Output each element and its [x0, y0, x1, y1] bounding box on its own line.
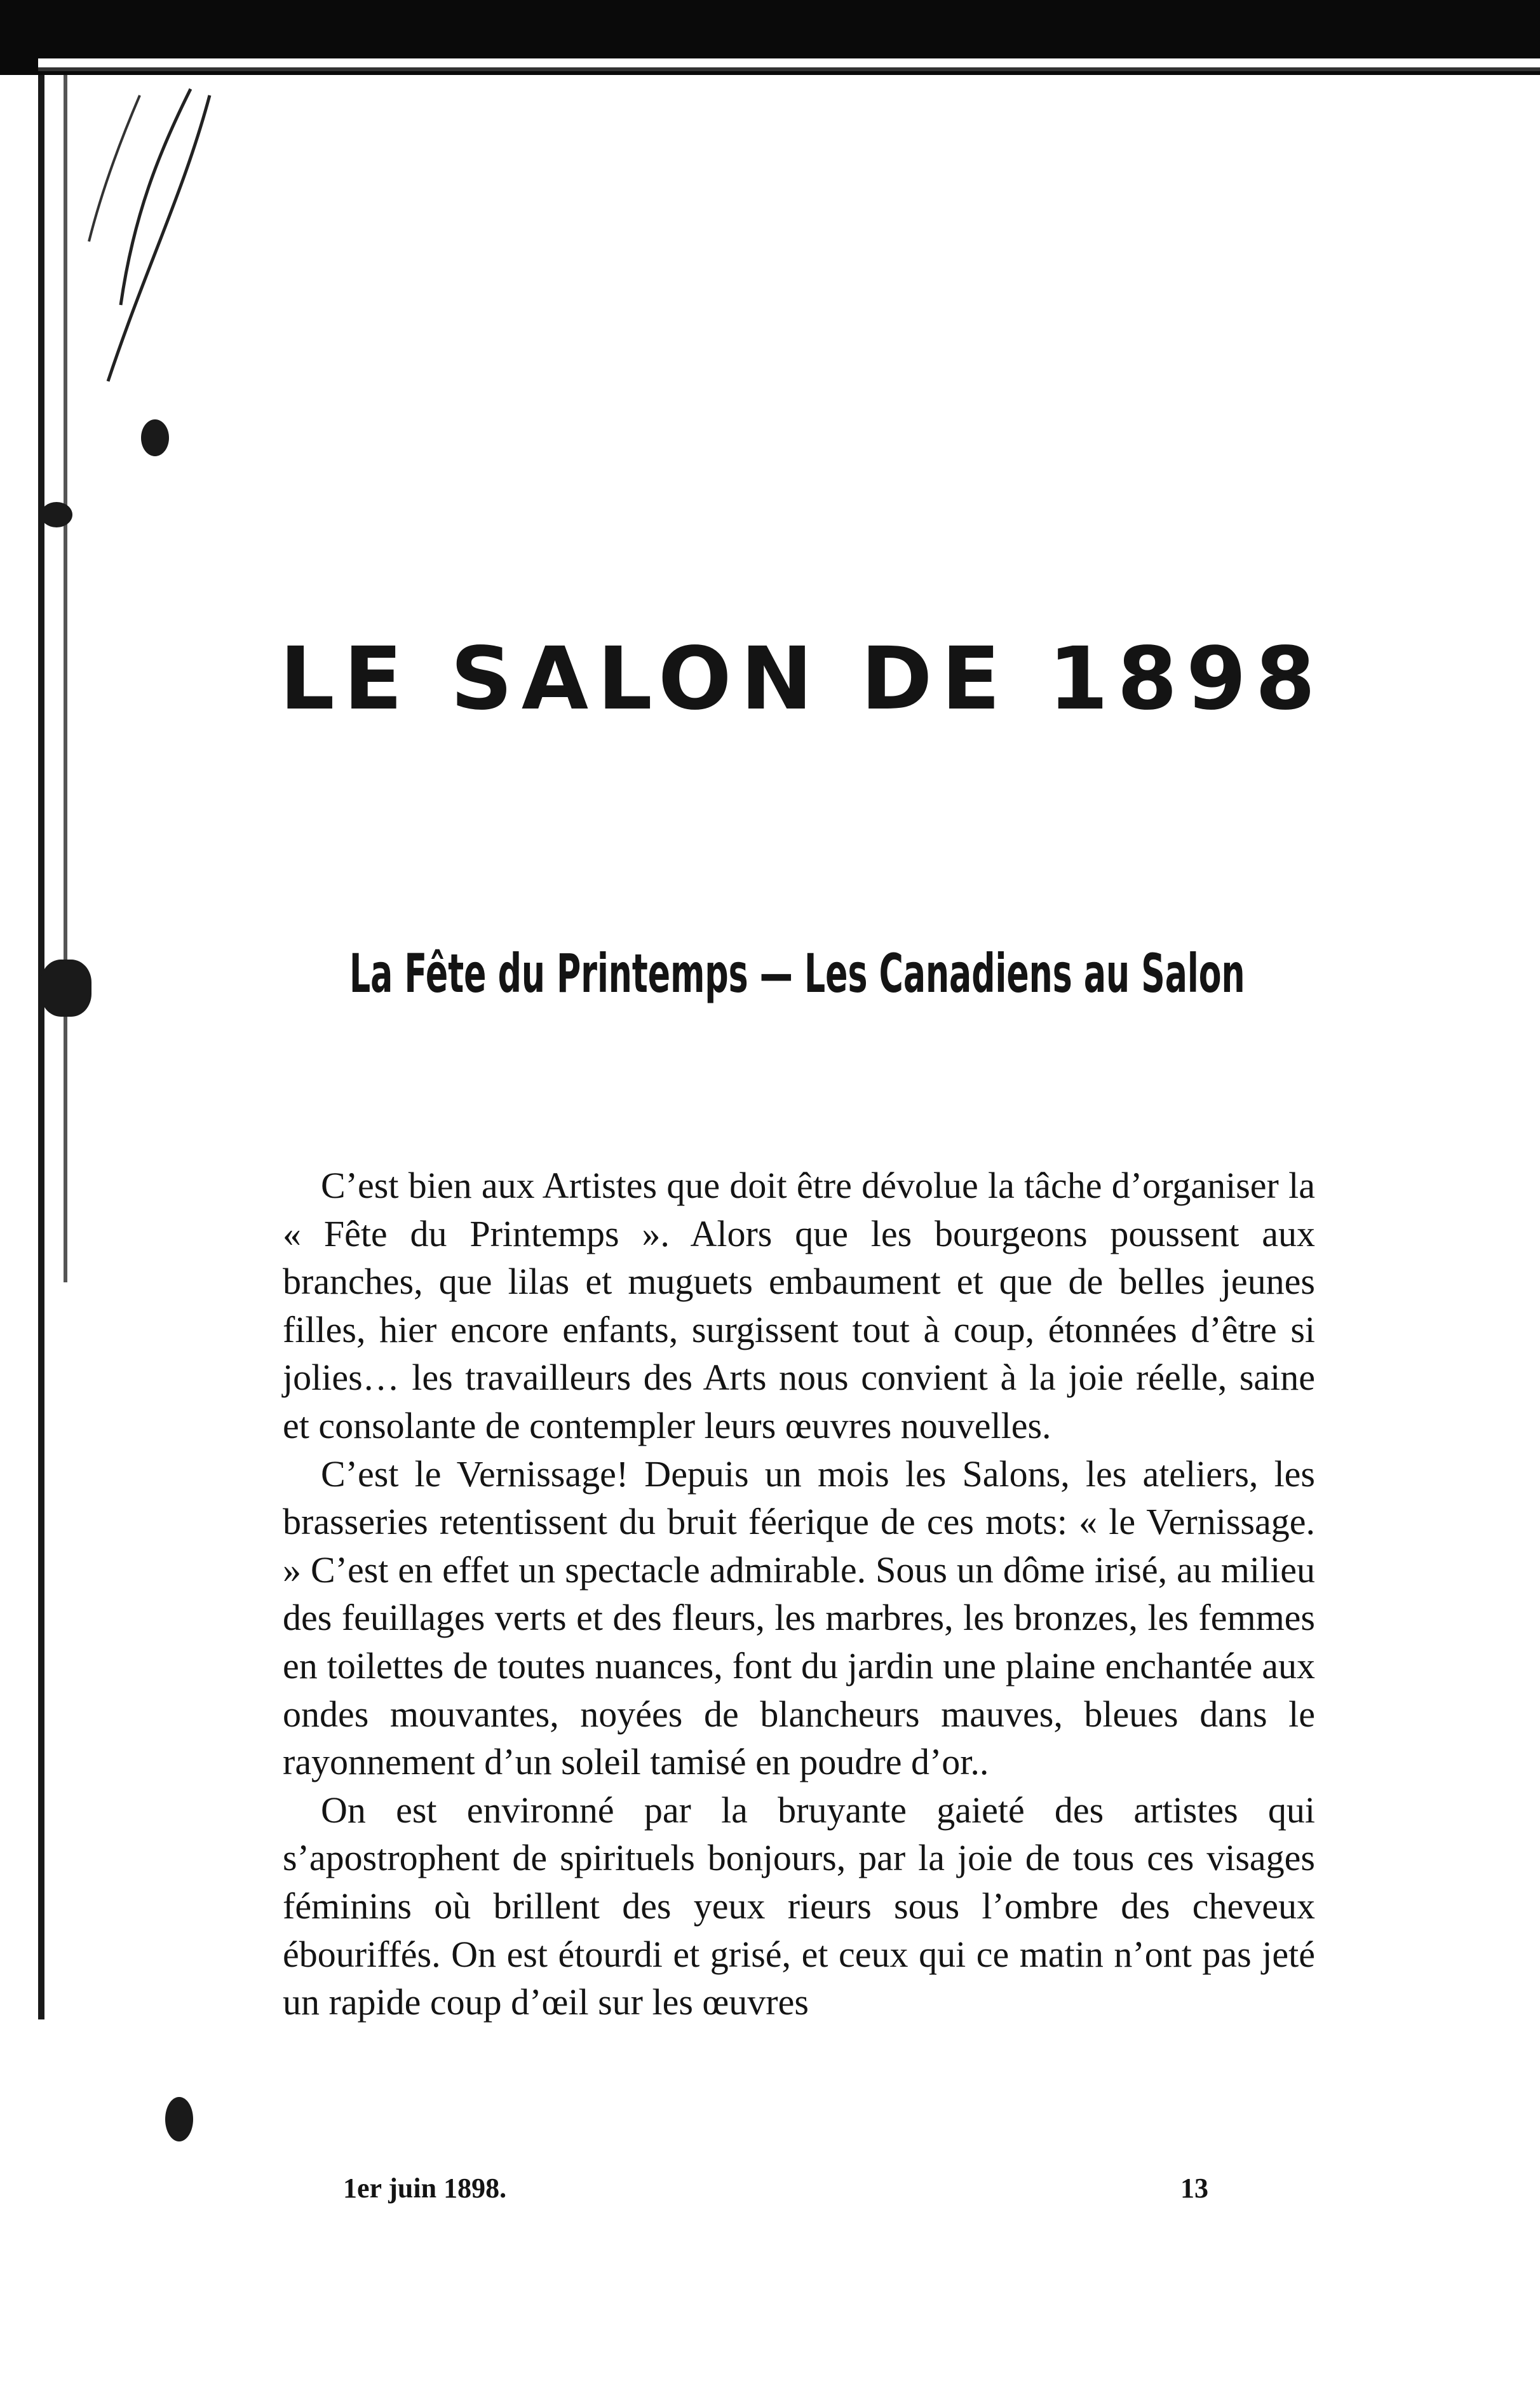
article-subtitle: La Fête du Printemps — Les Canadiens au Salon	[349, 942, 1245, 1005]
page-number: 13	[1180, 2173, 1208, 2204]
top-border-gap	[38, 58, 1540, 67]
ink-blot	[141, 419, 169, 456]
top-border-thin-rule	[38, 67, 1540, 71]
article-title: LE SALON DE 1898	[280, 629, 1325, 730]
ink-blot	[165, 2097, 193, 2141]
article-body	[283, 1162, 1315, 2026]
corner-flourish	[64, 76, 229, 432]
paragraph: On est environné par la bruyante gaieté des artistes qui s’apostrophent de spirituels bonjours, par la joie de tous ces visages féminins où brillent des yeux rieurs sous l’ombre des cheveux ébouriffés. On est étourdi et grisé, et ceux qui ce matin n’ont pas jeté un rapide coup d’œil sur les œuvres	[283, 1789, 1315, 2023]
ink-blot	[41, 502, 72, 527]
paragraph: C’est bien aux Artistes que doit être dévolue la tâche d’organiser la « Fête du Printemps ». Alors que les bourgeons poussent aux branches, que lilas et muguets embaument et que de belles jeunes filles, hier encore enfants, surgissent tout à coup, étonnées d’être si jolies… les travailleurs des Arts nous convient à la joie réelle, saine et consolante de contempler leurs œuvres nouvelles.	[283, 1165, 1315, 1446]
left-binding-edge	[38, 75, 64, 2019]
paragraph: C’est le Vernissage! Depuis un mois les Salons, les ateliers, les brasseries retentissent du bruit féerique de ces mots: « le Vernissage. » C’est en effet un spectacle admirable. Sous un dôme irisé, au milieu des feuillages verts et des fleurs, les marbres, les bronzes, les femmes en toilettes de toutes nuances, font du jardin une plaine enchantée aux ondes mouvantes, noyées de blancheurs mauves, bleues dans le rayonnement d’un soleil tamisé en poudre d’or..	[283, 1453, 1315, 1783]
ink-blot	[41, 960, 91, 1017]
footer-date: 1er juin 1898.	[343, 2173, 507, 2204]
